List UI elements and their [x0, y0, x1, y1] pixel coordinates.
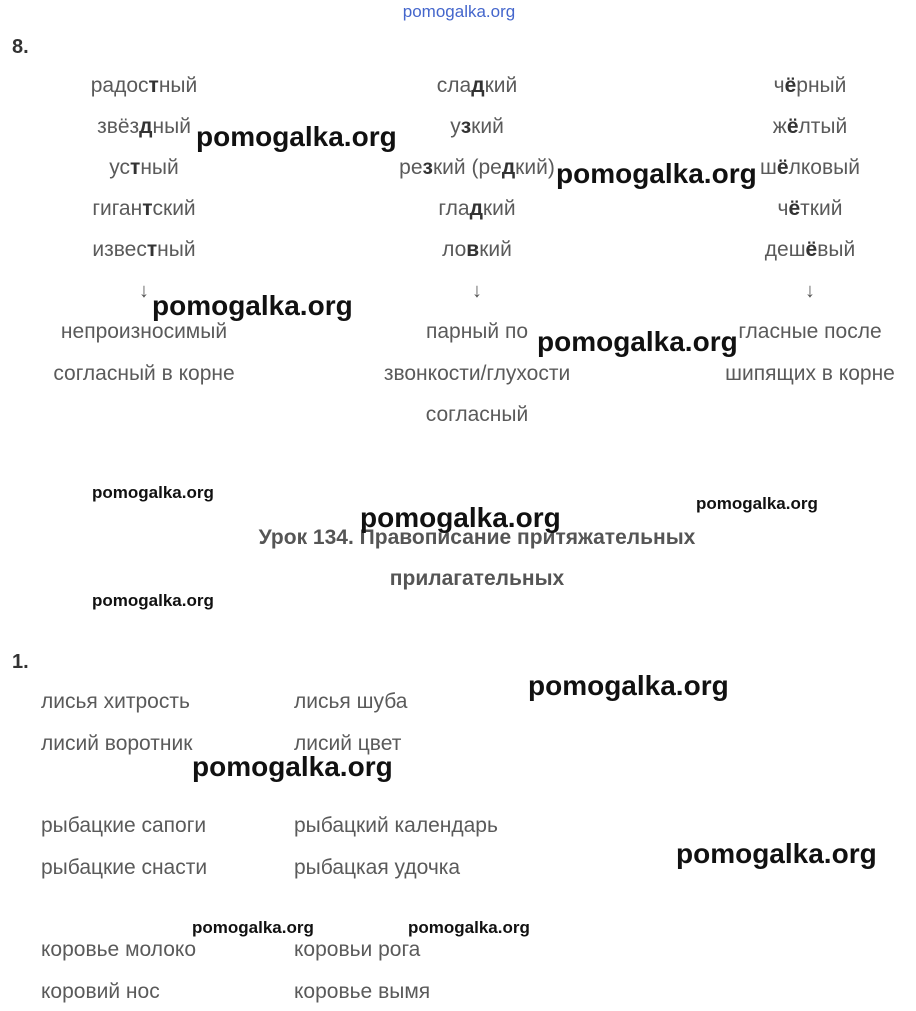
watermark: pomogalka.org	[192, 751, 393, 782]
word-part: кий)	[515, 156, 555, 179]
highlighted-letter: д	[471, 74, 485, 97]
highlighted-letter: д	[469, 197, 483, 220]
word-part: кий	[484, 74, 518, 97]
word-part: ч	[773, 74, 785, 97]
word	[773, 115, 847, 139]
word-part: ский	[152, 197, 196, 220]
highlighted-letter: д	[139, 115, 153, 138]
word	[778, 197, 843, 221]
watermark: pomogalka.org	[92, 591, 214, 610]
highlighted-letter: т	[148, 74, 159, 97]
phrase: рыбацкие снасти	[41, 856, 208, 879]
word-part: кий	[482, 197, 516, 220]
highlighted-letter: т	[146, 238, 158, 261]
word-part: ло	[442, 238, 467, 261]
header-watermark: pomogalka.org	[402, 2, 516, 21]
word-part: ш	[760, 156, 777, 179]
word-part: кий	[471, 115, 504, 138]
word-part: лковый	[788, 156, 860, 179]
watermark: pomogalka.org	[360, 502, 561, 533]
word-part: ный	[152, 115, 191, 138]
highlighted-letter: д	[501, 156, 516, 179]
phrase: лисий воротник	[41, 732, 193, 755]
rule-2-line-3: согласный	[425, 403, 529, 426]
word-part: кий (ре	[432, 156, 502, 179]
word-part: ус	[109, 156, 131, 179]
watermark: pomogalka.org	[696, 494, 818, 513]
highlighted-letter: з	[422, 156, 433, 179]
word	[97, 115, 191, 139]
phrase: лисья шуба	[294, 690, 408, 713]
word	[450, 115, 504, 139]
highlighted-letter: т	[142, 197, 153, 220]
watermark: pomogalka.org	[528, 670, 729, 701]
rule-3-line-2: шипящих в корне	[725, 362, 895, 385]
rule-3-line-1: гласные после	[738, 320, 882, 343]
word	[774, 74, 847, 98]
highlighted-letter: ё	[788, 197, 801, 220]
word-part: деш	[764, 238, 806, 261]
watermark: pomogalka.org	[152, 290, 353, 321]
watermark: pomogalka.org	[196, 121, 397, 152]
highlighted-letter: з	[460, 115, 472, 138]
word-part: ткий	[800, 197, 843, 220]
highlighted-letter: ё	[805, 238, 818, 261]
word-part: сла	[436, 74, 472, 97]
word-part: ж	[772, 115, 787, 138]
phrase: коровьи рога	[294, 938, 421, 961]
watermark: pomogalka.org	[676, 838, 877, 869]
word	[91, 74, 198, 98]
word-part: вый	[817, 238, 856, 261]
word-part: ч	[777, 197, 789, 220]
word-part: ный	[157, 238, 196, 261]
word-part: ный	[140, 156, 179, 179]
highlighted-letter: в	[466, 238, 480, 261]
arrow-down-icon: ↓	[139, 280, 149, 302]
word-part: ный	[158, 74, 198, 97]
word-part: ре	[399, 156, 423, 179]
word-part: кий	[479, 238, 512, 261]
word	[109, 156, 178, 180]
highlighted-letter: ё	[776, 156, 789, 179]
watermark: pomogalka.org	[556, 158, 757, 189]
watermark: pomogalka.org	[192, 918, 314, 937]
word	[399, 156, 555, 180]
phrase: коровье вымя	[294, 980, 431, 1003]
lesson-title-line-2: прилагательных	[389, 567, 565, 590]
rule-1-line-2: согласный в корне	[53, 362, 235, 385]
rule-2-line-1: парный по	[425, 320, 529, 343]
word	[437, 74, 517, 98]
word-part: гла	[438, 197, 470, 220]
phrase: рыбацкая удочка	[294, 856, 461, 879]
word	[765, 238, 855, 262]
word	[760, 156, 860, 180]
rule-1-line-1: непроизносимый	[60, 320, 228, 343]
phrase: рыбацкий календарь	[294, 814, 498, 837]
word	[92, 197, 195, 221]
highlighted-letter: ё	[786, 115, 799, 138]
word-part: у	[450, 115, 461, 138]
watermark: pomogalka.org	[537, 326, 738, 357]
word	[92, 238, 195, 262]
word	[438, 197, 515, 221]
arrow-down-icon: ↓	[472, 280, 482, 302]
watermark: pomogalka.org	[408, 918, 530, 937]
word-part: радос	[90, 74, 149, 97]
phrase: рыбацкие сапоги	[41, 814, 207, 837]
highlighted-letter: т	[130, 156, 141, 179]
word-part: извес	[92, 238, 147, 261]
arrow-down-icon: ↓	[805, 280, 815, 302]
watermark: pomogalka.org	[92, 483, 214, 502]
word-part: лтый	[798, 115, 848, 138]
highlighted-letter: ё	[784, 74, 797, 97]
rule-2-line-2: звонкости/глухости	[383, 362, 571, 385]
task-8-number: 8.	[12, 36, 29, 58]
phrase: коровье молоко	[41, 938, 196, 961]
word	[442, 238, 512, 262]
word-part: рный	[796, 74, 847, 97]
phrase: лисий цвет	[294, 732, 402, 755]
word-part: гиган	[92, 197, 143, 220]
task-1-number: 1.	[12, 651, 29, 673]
lesson-title-line-1: Урок 134. Правописание притяжательных	[258, 526, 696, 549]
word-part: звёз	[97, 115, 140, 138]
phrase: лисья хитрость	[41, 690, 190, 713]
phrase: коровий нос	[41, 980, 160, 1003]
